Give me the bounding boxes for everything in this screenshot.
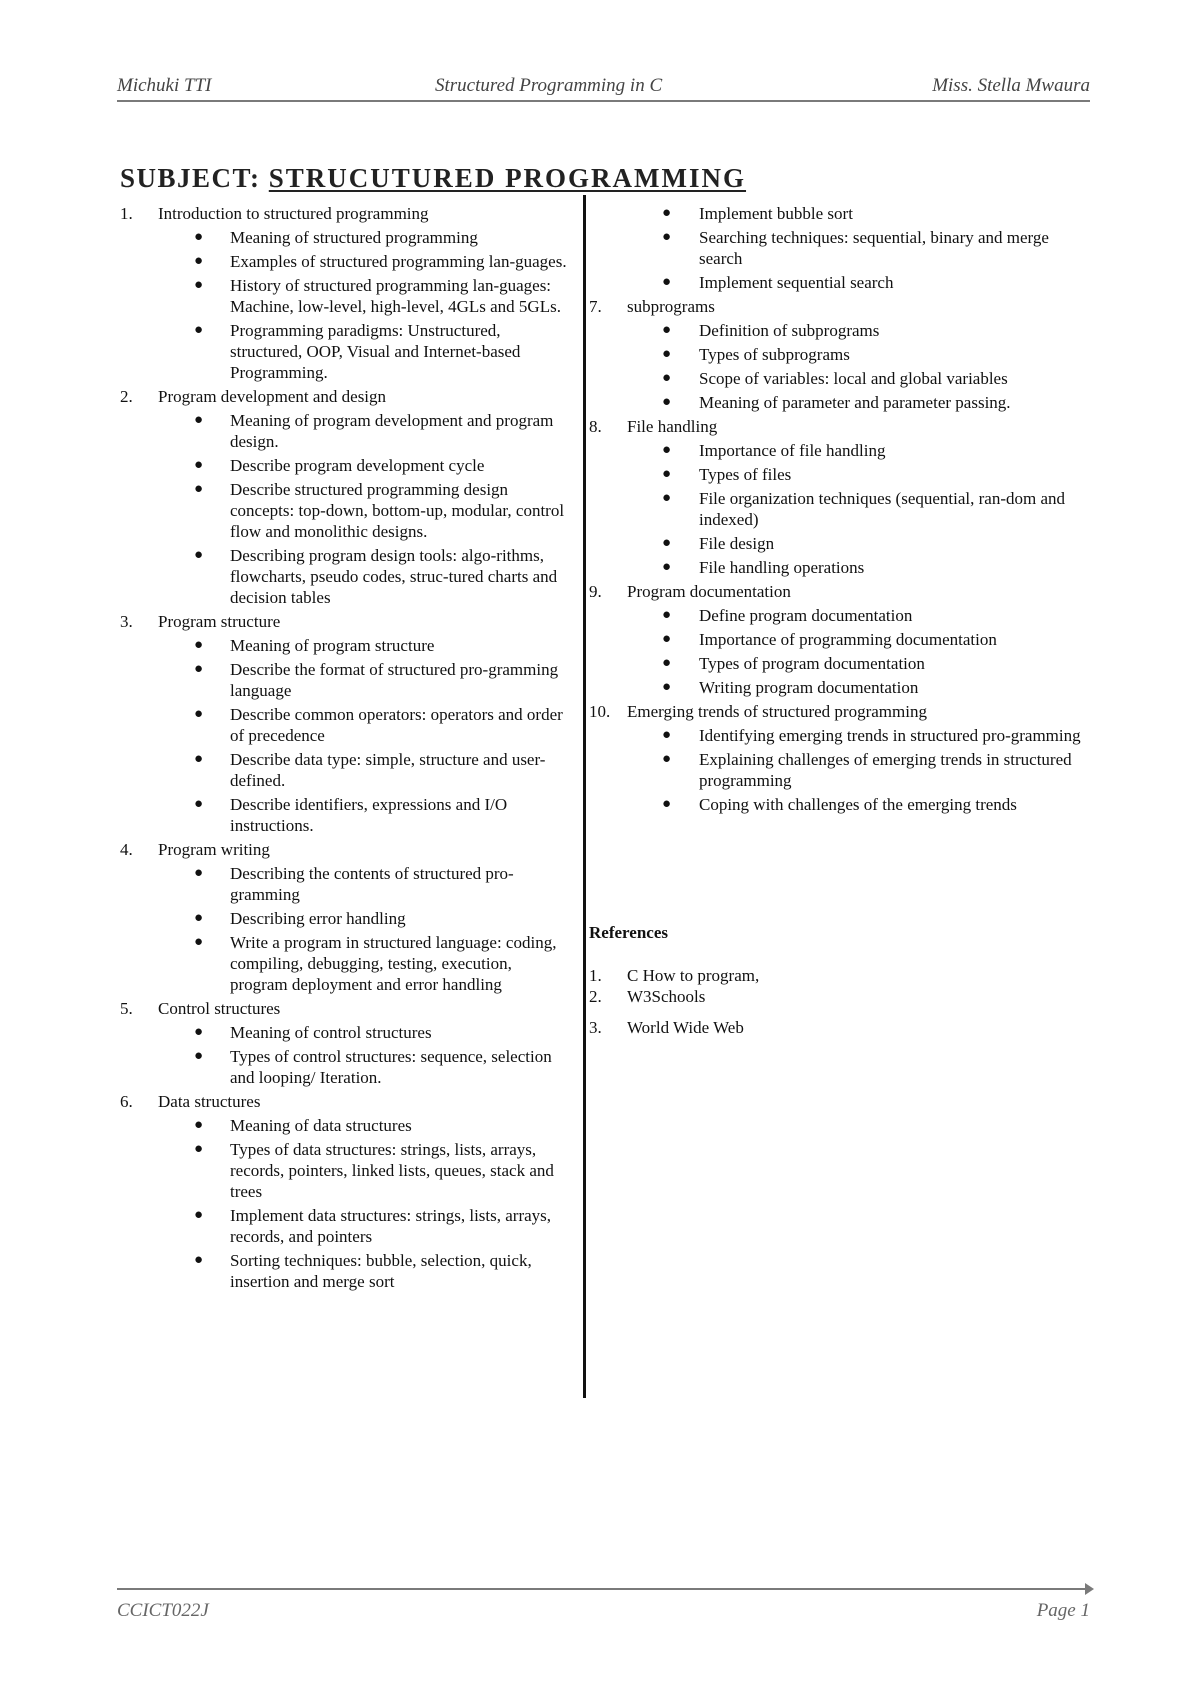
bullet-text: Meaning of data structures: [230, 1116, 412, 1135]
bullet-item: [589, 653, 1089, 674]
bullet-icon: ●: [194, 229, 204, 245]
bullet-icon: ●: [194, 1207, 204, 1223]
reference-text: W3Schools: [627, 987, 706, 1006]
bullet-text: Describe the format of structured pro-gramming language: [230, 660, 559, 700]
topic-number: 1.: [120, 204, 133, 223]
bullet-icon: ●: [662, 607, 672, 623]
bullet-text: Identifying emerging trends in structured pro-gramming: [699, 726, 1081, 745]
bullet-item: [120, 1205, 570, 1247]
footer-page-number: Page 1: [1036, 1600, 1090, 1621]
topic-title: Introduction to structured programming: [158, 204, 429, 223]
bullet-text: Searching techniques: sequential, binary and merge search: [699, 228, 1049, 268]
bullet-text: Writing program documentation: [699, 678, 919, 697]
footer-arrow-icon: [1085, 1583, 1094, 1595]
bullet-text: Types of program documentation: [699, 654, 925, 673]
bullet-text: Meaning of parameter and parameter passing.: [699, 393, 1011, 412]
bullet-text: Describe data type: simple, structure and user-defined.: [230, 750, 546, 790]
bullet-item: [120, 1139, 570, 1202]
bullet-icon: ●: [662, 490, 672, 506]
bullet-item: [120, 659, 570, 701]
bullet-text: Describe common operators: operators and order of precedence: [230, 705, 563, 745]
bullet-icon: ●: [194, 457, 204, 473]
right-column: [589, 203, 1089, 818]
bullet-text: Types of subprograms: [699, 345, 850, 364]
bullet-item: [120, 1115, 570, 1136]
bullet-icon: ●: [662, 727, 672, 743]
bullet-text: Meaning of structured programming: [230, 228, 478, 247]
bullet-item: [120, 908, 570, 929]
bullet-item: [589, 533, 1089, 554]
bullet-text: File organization techniques (sequential, ran-dom and indexed): [699, 489, 1066, 529]
bullet-icon: ●: [662, 346, 672, 362]
header-author: Miss. Stella Mwaura: [932, 75, 1090, 96]
bullet-text: Describe structured programming design concepts: top-down, bottom-up, modular, control flow and monolithic designs.: [230, 480, 565, 541]
references-title: References: [589, 923, 668, 942]
bullet-text: Examples of structured programming lan-guages.: [230, 252, 567, 271]
bullet-icon: ●: [662, 466, 672, 482]
topic-number: 8.: [589, 417, 602, 436]
topic-number: 2.: [120, 387, 133, 406]
bullet-item: [120, 275, 570, 317]
bullet-text: Describing the contents of structured pro-gramming: [230, 864, 514, 904]
topic-heading: [120, 1091, 570, 1112]
bullet-item: [120, 863, 570, 905]
bullet-item: [120, 932, 570, 995]
bullet-text: Implement data structures: strings, lists, arrays, records, and pointers: [230, 1206, 552, 1246]
reference-item: [589, 1017, 989, 1038]
reference-text: C How to program,: [627, 966, 760, 985]
reference-number: 2.: [589, 987, 602, 1006]
topic-number: 3.: [120, 612, 133, 631]
bullet-item: [120, 251, 570, 272]
bullet-item: [589, 488, 1089, 530]
bullet-icon: ●: [194, 547, 204, 563]
topic-title: subprograms: [627, 297, 715, 316]
header-institution: Michuki TTI: [117, 75, 212, 96]
references-list: [589, 965, 989, 1038]
subject-heading: [120, 163, 746, 194]
reference-number: 3.: [589, 1018, 602, 1037]
topic-heading: [589, 296, 1089, 317]
bullet-item: [589, 464, 1089, 485]
bullet-item: [589, 749, 1089, 791]
bullet-text: Implement sequential search: [699, 273, 894, 292]
bullet-item: [120, 545, 570, 608]
topic-title: Control structures: [158, 999, 281, 1018]
bullet-item: [120, 410, 570, 452]
topic-number: 6.: [120, 1092, 133, 1111]
topic-number: 5.: [120, 999, 133, 1018]
bullet-icon: ●: [662, 535, 672, 551]
bullet-text: Describing error handling: [230, 909, 406, 928]
bullet-item: [589, 557, 1089, 578]
topic-title: Data structures: [158, 1092, 261, 1111]
topic-number: 4.: [120, 840, 133, 859]
bullet-icon: ●: [662, 679, 672, 695]
bullet-item: [589, 392, 1089, 413]
bullet-icon: ●: [194, 796, 204, 812]
bullet-icon: ●: [662, 229, 672, 245]
bullet-icon: ●: [194, 322, 204, 338]
topic-heading: [120, 839, 570, 860]
left-column: [120, 203, 570, 1295]
bullet-item: [120, 794, 570, 836]
bullet-text: File handling operations: [699, 558, 865, 577]
bullet-icon: ●: [194, 865, 204, 881]
bullet-text: Define program documentation: [699, 606, 913, 625]
bullet-item: [120, 320, 570, 383]
bullet-icon: ●: [194, 637, 204, 653]
header-course: Structured Programming in C: [435, 75, 663, 96]
topic-heading: [120, 998, 570, 1019]
topic-title: Program documentation: [627, 582, 791, 601]
bullet-icon: ●: [194, 1024, 204, 1040]
bullet-item: [589, 629, 1089, 650]
topic-title: File handling: [627, 417, 718, 436]
bullet-text: Sorting techniques: bubble, selection, quick, insertion and merge sort: [230, 1251, 532, 1291]
reference-item: [589, 986, 989, 1007]
bullet-icon: ●: [662, 796, 672, 812]
subject-title: STRUCUTURED PROGRAMMING: [268, 163, 747, 193]
bullet-text: Meaning of control structures: [230, 1023, 432, 1042]
reference-item: [589, 965, 989, 986]
topic-number: 9.: [589, 582, 602, 601]
bullet-item: [589, 320, 1089, 341]
bullet-icon: ●: [662, 559, 672, 575]
bullet-item: [589, 725, 1089, 746]
page-header: [117, 68, 1090, 102]
topic-heading: [120, 386, 570, 407]
bullet-text: Importance of programming documentation: [699, 630, 997, 649]
bullet-text: Describing program design tools: algo-rithms, flowcharts, pseudo codes, struc-tured charts and decision tables: [230, 546, 558, 607]
topic-title: Emerging trends of structured programming: [627, 702, 927, 721]
topic-heading: [120, 611, 570, 632]
bullet-icon: ●: [194, 481, 204, 497]
bullet-icon: ●: [194, 751, 204, 767]
bullet-item: [589, 272, 1089, 293]
bullet-item: [120, 1022, 570, 1043]
bullet-icon: ●: [194, 1141, 204, 1157]
bullet-icon: ●: [194, 277, 204, 293]
bullet-icon: ●: [662, 631, 672, 647]
bullet-item: [589, 344, 1089, 365]
bullet-icon: ●: [662, 394, 672, 410]
column-divider: [583, 195, 586, 1398]
bullet-item: [589, 227, 1089, 269]
bullet-item: [120, 479, 570, 542]
page-footer: [117, 1588, 1090, 1630]
topic-heading: [589, 701, 1089, 722]
bullet-text: Implement bubble sort: [699, 204, 853, 223]
bullet-icon: ●: [662, 205, 672, 221]
bullet-item: [589, 203, 1089, 224]
topic-heading: [589, 416, 1089, 437]
bullet-icon: ●: [194, 1252, 204, 1268]
bullet-icon: ●: [194, 706, 204, 722]
bullet-text: Describe identifiers, expressions and I/O instructions.: [230, 795, 508, 835]
bullet-item: [589, 368, 1089, 389]
bullet-text: Definition of subprograms: [699, 321, 880, 340]
bullet-text: Types of files: [699, 465, 792, 484]
bullet-text: Coping with challenges of the emerging trends: [699, 795, 1017, 814]
reference-number: 1.: [589, 966, 602, 985]
footer-course-code: CCICT022J: [117, 1600, 209, 1621]
topic-title: Program structure: [158, 612, 281, 631]
bullet-icon: ●: [662, 442, 672, 458]
bullet-icon: ●: [662, 370, 672, 386]
bullet-text: Describe program development cycle: [230, 456, 485, 475]
topic-number: 10.: [589, 702, 611, 721]
bullet-text: File design: [699, 534, 775, 553]
bullet-text: Meaning of program structure: [230, 636, 435, 655]
bullet-text: Meaning of program development and program design.: [230, 411, 554, 451]
topic-heading: [589, 581, 1089, 602]
bullet-icon: ●: [662, 655, 672, 671]
topic-number: 7.: [589, 297, 602, 316]
topic-heading: [120, 203, 570, 224]
bullet-icon: ●: [194, 934, 204, 950]
bullet-icon: ●: [194, 253, 204, 269]
bullet-item: [120, 635, 570, 656]
bullet-item: [120, 704, 570, 746]
bullet-item: [589, 440, 1089, 461]
bullet-item: [589, 794, 1089, 815]
bullet-item: [120, 1046, 570, 1088]
bullet-item: [589, 677, 1089, 698]
topic-title: Program writing: [158, 840, 270, 859]
bullet-icon: ●: [194, 412, 204, 428]
bullet-icon: ●: [194, 661, 204, 677]
bullet-icon: ●: [194, 1117, 204, 1133]
bullet-text: Scope of variables: local and global variables: [699, 369, 1008, 388]
bullet-item: [589, 605, 1089, 626]
bullet-item: [120, 455, 570, 476]
bullet-icon: ●: [194, 1048, 204, 1064]
topic-title: Program development and design: [158, 387, 387, 406]
bullet-item: [120, 1250, 570, 1292]
bullet-icon: ●: [662, 322, 672, 338]
bullet-icon: ●: [662, 751, 672, 767]
subject-label: SUBJECT:: [120, 163, 261, 193]
bullet-item: [120, 227, 570, 248]
bullet-text: Explaining challenges of emerging trends in structured programming: [699, 750, 1072, 790]
bullet-text: Importance of file handling: [699, 441, 886, 460]
bullet-text: Types of data structures: strings, lists, arrays, records, pointers, linked lists, queues, stack and trees: [230, 1140, 554, 1201]
bullet-text: Write a program in structured language: coding, compiling, debugging, testing, execution, program deployment and error handling: [230, 933, 557, 994]
bullet-item: [120, 749, 570, 791]
reference-text: World Wide Web: [627, 1018, 744, 1037]
bullet-icon: ●: [194, 910, 204, 926]
bullet-text: Types of control structures: sequence, selection and looping/ Iteration.: [230, 1047, 552, 1087]
bullet-icon: ●: [662, 274, 672, 290]
bullet-text: History of structured programming lan-guages: Machine, low-level, high-level, 4GLs and 5GLs.: [230, 276, 561, 316]
bullet-text: Programming paradigms: Unstructured, structured, OOP, Visual and Internet-based Programming.: [230, 321, 521, 382]
